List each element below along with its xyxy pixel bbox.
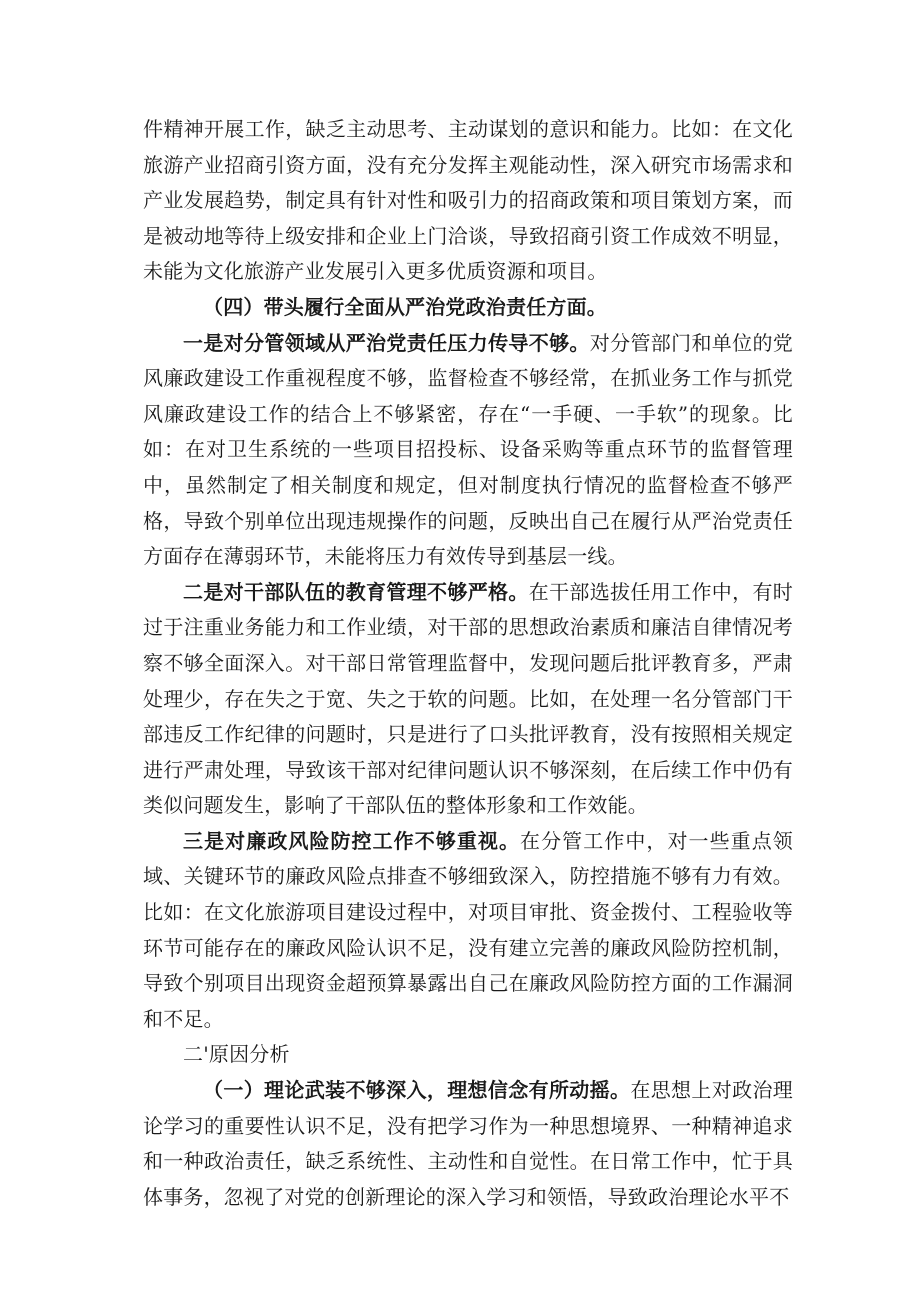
paragraph-lead: （一）理论武装不够深入，理想信念有所动摇。 [203, 1078, 631, 1103]
section-heading-text: （四）带头履行全面从严治党政治责任方面。 [203, 294, 607, 319]
paragraph-lead: 三是对廉政风险防控工作不够重视。 [183, 828, 521, 853]
document-body [143, 112, 793, 1215]
paragraph-body: 在思想上对政治理论学习的重要性认识不足，没有把学习作为一种思想境界、一种精神追求和一种政治责任，缺乏系统性、主动性和自觉性。在日常工作中，忙于具体事务，忽视了对党的创新理论的深入学习和领悟，导致政治理论水平不 [143, 1078, 793, 1209]
section-heading-cause-analysis [143, 1037, 793, 1073]
paragraph-lead: 二是对干部队伍的教育管理不够严格。 [183, 579, 529, 604]
section-heading-4 [143, 290, 793, 326]
paragraph-point-1 [143, 326, 793, 575]
paragraph-body: 在分管工作中，对一些重点领域、关键环节的廉政风险点排查不够细致深入，防控措施不够有力有效。比如：在文化旅游项目建设过程中，对项目审批、资金拨付、工程验收等环节可能存在的廉政风险认识不足，没有建立完善的廉政风险防控机制，导致个别项目出现资金超预算暴露出自己在廉政风险防控方面的工作漏洞和不足。 [143, 828, 793, 1031]
paragraph-body: 件精神开展工作，缺乏主动思考、主动谋划的意识和能力。比如：在文化旅游产业招商引资方面，没有充分发挥主观能动性，深入研究市场需求和产业发展趋势，制定具有针对性和吸引力的招商政策和项目策划方案，而是被动地等待上级安排和企业上门洽谈，导致招商引资工作成效不明显，未能为文化旅游产业发展引入更多优质资源和项目。 [143, 117, 793, 284]
paragraph-cause-1 [143, 1073, 793, 1215]
section-heading-text: 二'原因分析 [183, 1042, 290, 1067]
paragraph-body: 在干部选拔任用工作中，有时过于注重业务能力和工作业绩，对干部的思想政治素质和廉洁自律情况考察不够全面深入。对干部日常管理监督中，发现问题后批评教育多，严肃处理少，存在失之于宽、失之于软的问题。比如，在处理一名分管部门干部违反工作纪律的问题时，只是进行了口头批评教育，没有按照相关规定进行严肃处理，导致该干部对纪律问题认识不够深刻，在后续工作中仍有类似问题发生，影响了干部队伍的整体形象和工作效能。 [143, 579, 793, 818]
paragraph-point-2 [143, 575, 793, 824]
paragraph-continuation [143, 112, 793, 290]
paragraph-point-3 [143, 824, 793, 1038]
paragraph-lead: 一是对分管领域从严治党责任压力传导不够。 [183, 330, 590, 355]
paragraph-body: 对分管部门和单位的党风廉政建设工作重视程度不够，监督检查不够经常，在抓业务工作与抓党风廉政建设工作的结合上不够紧密，存在“一手硬、一手软”的现象。比如：在对卫生系统的一些项目招投标、设备采购等重点环节的监督管理中，虽然制定了相关制度和规定，但对制度执行情况的监督检查不够严格，导致个别单位出现违规操作的问题，反映出自己在履行从严治党责任方面存在薄弱环节，未能将压力有效传导到基层一线。 [143, 330, 794, 569]
